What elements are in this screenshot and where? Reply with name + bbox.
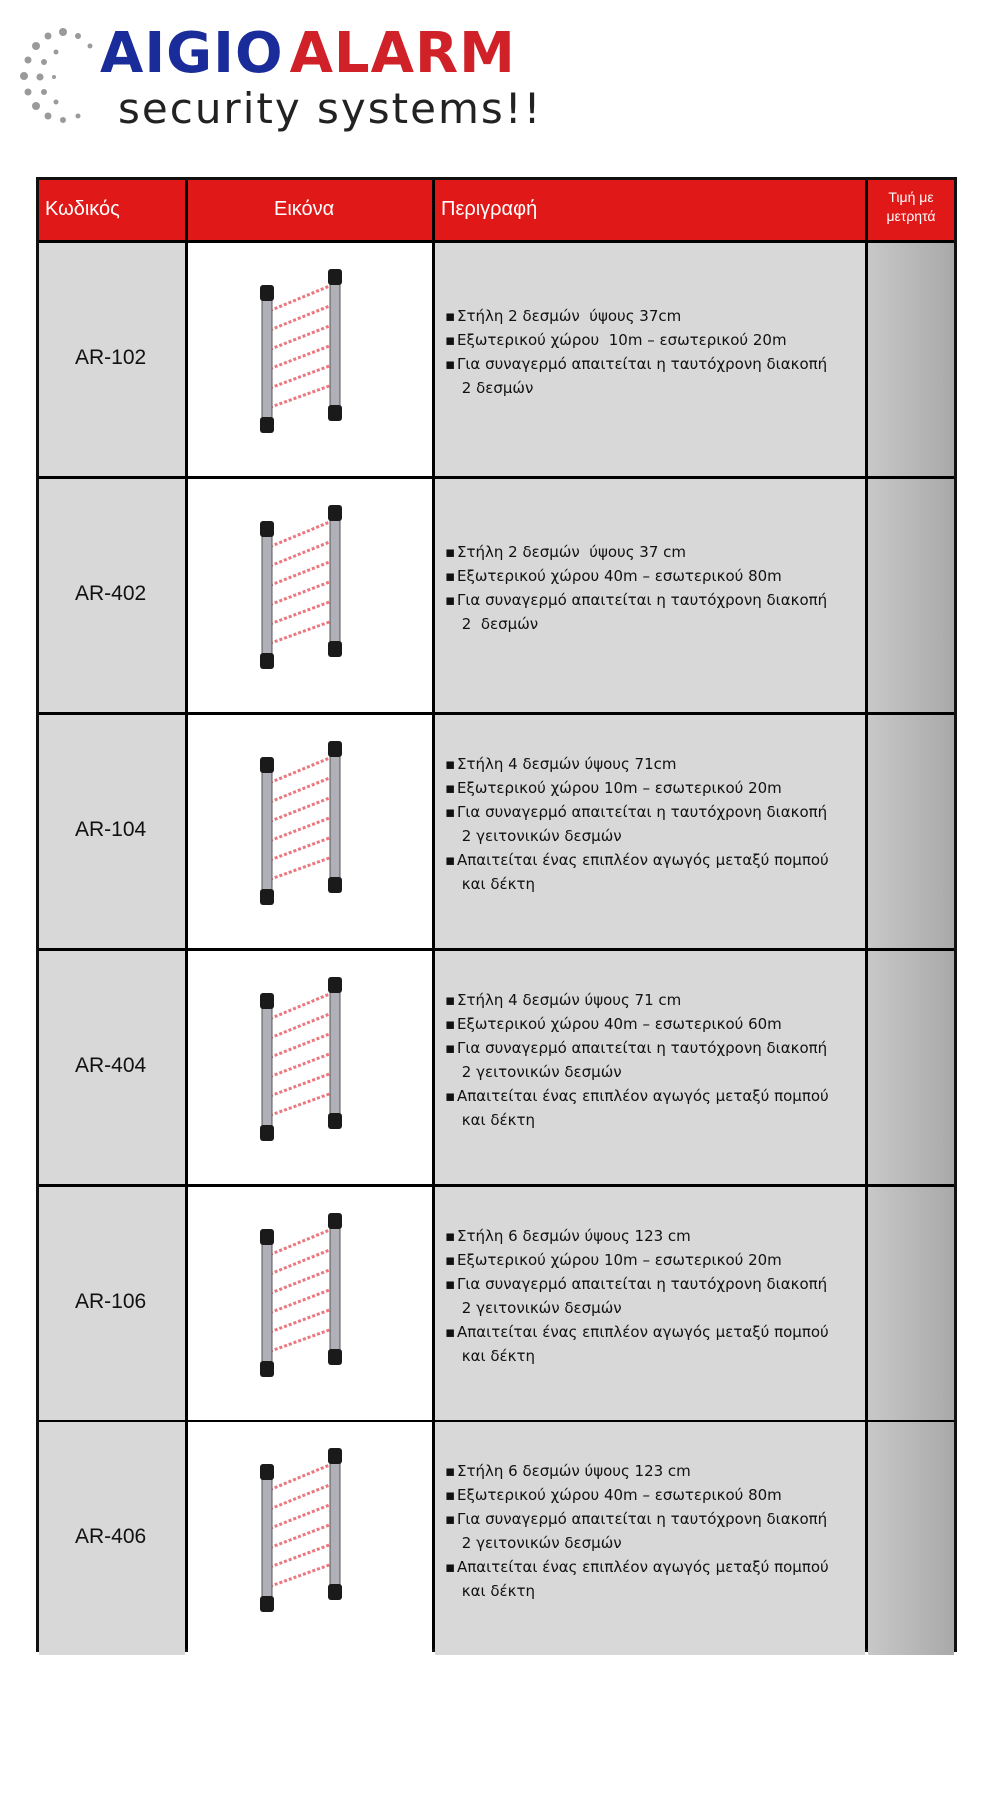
pole-cap-top [328,741,342,757]
laser-beam [270,1269,332,1293]
bullet-icon: ▪ [445,850,456,869]
laser-beam [270,837,332,860]
bullet-icon: ▪ [445,778,456,797]
description-bullets [445,1224,829,1368]
list-item [445,1012,829,1036]
product-price-cell [868,1422,954,1655]
beam-sensor-image [248,1203,368,1403]
product-table [36,177,957,1652]
pole-cap-bottom [328,877,342,893]
bullet-icon: ▪ [445,1226,456,1245]
bullet-icon: ▪ [445,566,456,585]
bullet-icon: ▪ [445,590,456,609]
laser-beam [270,365,332,388]
table-row [39,479,954,712]
bullet-text: Εξωτερικού χώρου 10m – εσωτερικού 20m [457,1250,782,1269]
table-row [39,715,954,948]
beam-sensor-image [248,1438,368,1638]
list-item [445,776,829,800]
bullet-text: Για συναγερμό απαιτείται η ταυτόχρονη διακοπή 2 δεσμών [457,354,828,397]
laser-beam [270,1249,332,1274]
pole-cap-bottom [260,1125,274,1141]
transmitter-pole [262,287,272,431]
product-price-cell [868,243,954,476]
list-item [445,1459,829,1483]
list-item [445,328,827,352]
pole-cap-top [328,1213,342,1229]
product-code: AR-104 [75,817,147,841]
beam-sensor-image [248,967,368,1167]
bullet-icon: ▪ [445,754,456,773]
bullet-text: Εξωτερικού χώρου 10m – εσωτερικού 20m [457,778,782,797]
pole-cap-top [328,505,342,521]
pole-cap-top [328,1448,342,1464]
list-item [445,1483,829,1507]
bullet-icon: ▪ [445,1038,456,1057]
list-item [445,1084,829,1132]
laser-beam [270,385,332,407]
bullet-icon: ▪ [445,1509,456,1528]
header-price [868,188,954,226]
pole-cap-bottom [260,417,274,433]
bullet-icon: ▪ [445,542,456,561]
receiver-pole [330,743,340,891]
laser-beam [270,777,332,802]
pole-cap-bottom [328,1349,342,1365]
pole-cap-bottom [328,641,342,657]
laser-beam [270,1309,332,1332]
table-row [39,951,954,1184]
bullet-text: Στήλη 4 δεσμών ύψους 71cm [457,754,677,773]
bullet-icon: ▪ [445,802,456,821]
pole-cap-bottom [328,405,342,421]
bullet-text: Για συναγερμό απαιτείται η ταυτόχρονη διακοπή 2 γειτονικών δεσμών [457,1509,828,1552]
product-code-cell [39,1422,185,1655]
laser-beam [270,757,332,783]
laser-beam [270,1053,332,1077]
laser-beam [270,1073,332,1096]
header-price-cell [868,180,954,240]
list-item [445,1272,829,1320]
pole-cap-top [260,521,274,537]
bullet-icon: ▪ [445,1274,456,1293]
pole-cap-top [328,977,342,993]
product-description-cell [435,1422,865,1655]
description-bullets [445,1459,829,1603]
receiver-pole [330,1450,340,1598]
bullet-icon: ▪ [445,990,456,1009]
bullet-text: Εξωτερικού χώρου 10m – εσωτερικού 20m [457,330,787,349]
product-code: AR-404 [75,1053,147,1077]
beam-sensor-image [248,259,368,459]
laser-beam [270,1229,332,1255]
table-row [39,1422,954,1655]
bullet-text: Απαιτείται ένας επιπλέον αγωγός μεταξύ πομπού και δέκτη [457,1322,829,1365]
list-item [445,1248,829,1272]
product-image-cell [188,1422,432,1655]
pole-cap-bottom [260,653,274,669]
bullet-text: Στήλη 6 δεσμών ύψους 123 cm [457,1226,691,1245]
header-image-cell [188,180,432,240]
dotted-circle-logo-icon [18,22,108,132]
pole-cap-bottom [328,1113,342,1129]
laser-beam [270,601,332,624]
laser-beam [270,1033,332,1057]
header-description: Περιγραφή [441,198,538,220]
bullet-text: Για συναγερμό απαιτείται η ταυτόχρονη διακοπή 2 δεσμών [457,590,828,633]
header-code: Κωδικός [45,198,120,220]
header-price-line2: μετρητά [886,208,936,224]
header-description-cell [435,180,865,240]
bullet-text: Απαιτείται ένας επιπλέον αγωγός μεταξύ πομπού και δέκτη [457,850,829,893]
product-code: AR-106 [75,1289,147,1313]
header-price-line1: Τιμή με [888,189,934,205]
product-price-cell [868,715,954,948]
description-bullets [445,752,829,896]
laser-beam [270,581,332,605]
laser-beam [270,561,332,585]
transmitter-pole [262,759,272,903]
pole-cap-top [260,285,274,301]
table-row [39,243,954,476]
list-item [445,752,829,776]
bullet-text: Για συναγερμό απαιτείται η ταυτόχρονη διακοπή 2 γειτονικών δεσμών [457,1274,828,1317]
list-item [445,800,829,848]
product-image-cell [188,715,432,948]
list-item [445,564,827,588]
bullet-icon: ▪ [445,306,456,325]
bullet-icon: ▪ [445,330,456,349]
laser-beam [270,1464,332,1490]
bullet-icon: ▪ [445,354,456,373]
transmitter-pole [262,995,272,1139]
brand-name-part1: AIGIO [100,21,284,86]
description-bullets [445,988,829,1132]
product-code-cell [39,951,185,1184]
laser-beam [270,797,332,821]
brand-name-part2: ALARM [289,21,516,86]
bullet-text: Εξωτερικού χώρου 40m – εσωτερικού 80m [457,566,782,585]
product-price-cell [868,951,954,1184]
laser-beam [270,1093,332,1115]
brand-name [100,21,516,86]
bullet-text: Στήλη 6 δεσμών ύψους 123 cm [457,1461,691,1480]
bullet-icon: ▪ [445,1322,456,1341]
laser-beam [270,305,332,330]
receiver-pole [330,979,340,1127]
bullet-icon: ▪ [445,1485,456,1504]
bullet-icon: ▪ [445,1250,456,1269]
laser-beam [270,541,332,566]
laser-beam [270,817,332,841]
description-bullets [445,540,827,636]
bullet-icon: ▪ [445,1557,456,1576]
transmitter-pole [262,1466,272,1610]
product-code-cell [39,479,185,712]
product-code-cell [39,1187,185,1420]
laser-beam [270,1329,332,1351]
bullet-text: Στήλη 4 δεσμών ύψους 71 cm [457,990,682,1009]
pole-cap-top [260,993,274,1009]
laser-beam [270,1013,332,1038]
bullet-text: Απαιτείται ένας επιπλέον αγωγός μεταξύ πομπού και δέκτη [457,1557,829,1600]
page-header [0,0,1000,150]
receiver-pole [330,1215,340,1363]
laser-beam [270,1289,332,1313]
product-code: AR-102 [75,345,147,369]
product-price-cell [868,1187,954,1420]
list-item [445,1555,829,1603]
bullet-text: Εξωτερικού χώρου 40m – εσωτερικού 80m [457,1485,782,1504]
list-item [445,1320,829,1368]
list-item [445,1036,829,1084]
pole-cap-bottom [328,1584,342,1600]
pole-cap-bottom [260,889,274,905]
bullet-text: Εξωτερικού χώρου 40m – εσωτερικού 60m [457,1014,782,1033]
header-code-cell [39,180,185,240]
bullet-icon: ▪ [445,1461,456,1480]
list-item [445,540,827,564]
receiver-pole [330,271,340,419]
pole-cap-bottom [260,1361,274,1377]
pole-cap-top [260,1464,274,1480]
laser-beam [270,1524,332,1548]
product-image-cell [188,951,432,1184]
list-item [445,304,827,328]
pole-cap-top [328,269,342,285]
bullet-text: Στήλη 2 δεσμών ύψους 37 cm [457,542,687,561]
transmitter-pole [262,523,272,667]
product-code-cell [39,243,185,476]
bullet-icon: ▪ [445,1014,456,1033]
laser-beam [270,1544,332,1567]
header-image: Εικόνα [274,198,335,220]
laser-beam [270,1564,332,1586]
bullet-text: Για συναγερμό απαιτείται η ταυτόχρονη διακοπή 2 γειτονικών δεσμών [457,1038,828,1081]
bullet-text: Στήλη 2 δεσμών ύψους 37cm [457,306,682,325]
list-item [445,352,827,400]
list-item [445,1507,829,1555]
laser-beam [270,857,332,879]
product-code: AR-406 [75,1524,147,1548]
description-bullets [445,304,827,400]
product-description-cell [435,951,865,1184]
laser-beam [270,993,332,1019]
receiver-pole [330,507,340,655]
beam-sensor-image [248,731,368,931]
product-image-cell [188,243,432,476]
table-header-row [39,180,954,240]
pole-cap-top [260,757,274,773]
product-image-cell [188,1187,432,1420]
list-item [445,848,829,896]
pole-cap-bottom [260,1596,274,1612]
product-image-cell [188,479,432,712]
laser-beam [270,325,332,349]
laser-beam [270,345,332,369]
laser-beam [270,521,332,547]
laser-beam [270,621,332,643]
pole-cap-top [260,1229,274,1245]
bullet-icon: ▪ [445,1086,456,1105]
product-description-cell [435,243,865,476]
laser-beam [270,285,332,311]
beam-sensor-image [248,495,368,695]
list-item [445,988,829,1012]
brand-tagline: security systems!! [118,84,543,133]
list-item [445,1224,829,1248]
bullet-text: Απαιτείται ένας επιπλέον αγωγός μεταξύ πομπού και δέκτη [457,1086,829,1129]
product-description-cell [435,715,865,948]
product-price-cell [868,479,954,712]
product-description-cell [435,479,865,712]
product-code: AR-402 [75,581,147,605]
laser-beam [270,1484,332,1509]
product-description-cell [435,1187,865,1420]
table-row [39,1187,954,1420]
bullet-text: Για συναγερμό απαιτείται η ταυτόχρονη διακοπή 2 γειτονικών δεσμών [457,802,828,845]
product-code-cell [39,715,185,948]
transmitter-pole [262,1231,272,1375]
laser-beam [270,1504,332,1528]
list-item [445,588,827,636]
